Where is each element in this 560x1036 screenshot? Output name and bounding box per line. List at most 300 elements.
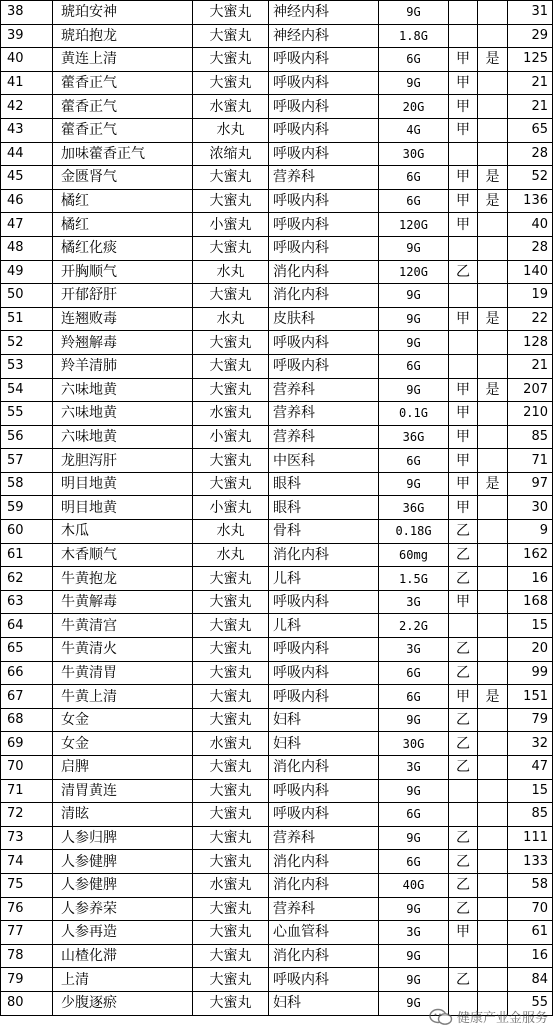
- dosage-form: 水蜜丸: [193, 732, 269, 756]
- specification: 9G: [379, 944, 449, 968]
- medicine-name: 藿香正气: [53, 118, 193, 142]
- specification: 4G: [379, 118, 449, 142]
- table-row: [1, 661, 553, 685]
- row-number: 52: [1, 331, 53, 355]
- department: 呼吸内科: [269, 661, 379, 685]
- insurance-class: [449, 331, 478, 355]
- table-row: [1, 142, 553, 166]
- row-number: 73: [1, 826, 53, 850]
- table-row: [1, 472, 553, 496]
- department: 呼吸内科: [269, 213, 379, 237]
- medicine-name: 人参健脾: [53, 850, 193, 874]
- insurance-class: [449, 614, 478, 638]
- insurance-class: 乙: [449, 661, 478, 685]
- table-row: [1, 48, 553, 72]
- dosage-form: 大蜜丸: [193, 1, 269, 25]
- essential-flag: [478, 803, 508, 827]
- table-row: [1, 378, 553, 402]
- insurance-class: 乙: [449, 543, 478, 567]
- medicine-name: 羚羊清肺: [53, 354, 193, 378]
- count-value: 85: [508, 803, 553, 827]
- insurance-class: 甲: [449, 921, 478, 945]
- table-row: [1, 331, 553, 355]
- insurance-class: [449, 284, 478, 308]
- insurance-class: 甲: [449, 378, 478, 402]
- table-row: [1, 449, 553, 473]
- count-value: 70: [508, 897, 553, 921]
- row-number: 53: [1, 354, 53, 378]
- specification: 36G: [379, 425, 449, 449]
- essential-flag: [478, 496, 508, 520]
- essential-flag: [478, 968, 508, 992]
- row-number: 54: [1, 378, 53, 402]
- dosage-form: 大蜜丸: [193, 708, 269, 732]
- table-row: [1, 236, 553, 260]
- insurance-class: 乙: [449, 968, 478, 992]
- insurance-class: 甲: [449, 48, 478, 72]
- essential-flag: [478, 873, 508, 897]
- count-value: 9: [508, 520, 553, 544]
- department: 营养科: [269, 897, 379, 921]
- count-value: 29: [508, 24, 553, 48]
- row-number: 40: [1, 48, 53, 72]
- row-number: 61: [1, 543, 53, 567]
- specification: 3G: [379, 756, 449, 780]
- department: 呼吸内科: [269, 236, 379, 260]
- table-row: [1, 520, 553, 544]
- row-number: 55: [1, 402, 53, 426]
- count-value: 15: [508, 779, 553, 803]
- department: 营养科: [269, 166, 379, 190]
- table-row: [1, 638, 553, 662]
- table-row: [1, 213, 553, 237]
- count-value: 125: [508, 48, 553, 72]
- essential-flag: [478, 284, 508, 308]
- essential-flag: [478, 567, 508, 591]
- insurance-class: [449, 779, 478, 803]
- medicine-name: 加味藿香正气: [53, 142, 193, 166]
- department: 呼吸内科: [269, 354, 379, 378]
- row-number: 38: [1, 1, 53, 25]
- medicine-name: 开郁舒肝: [53, 284, 193, 308]
- count-value: 28: [508, 142, 553, 166]
- department: 心血管科: [269, 921, 379, 945]
- wechat-icon: [429, 1008, 453, 1026]
- count-value: 79: [508, 708, 553, 732]
- dosage-form: 大蜜丸: [193, 991, 269, 1015]
- medicine-name: 牛黄清胃: [53, 661, 193, 685]
- medicine-name: 木瓜: [53, 520, 193, 544]
- dosage-form: 大蜜丸: [193, 71, 269, 95]
- department: 呼吸内科: [269, 803, 379, 827]
- specification: 40G: [379, 873, 449, 897]
- watermark-text: 健康产业金服务: [456, 1011, 548, 1026]
- medicine-name: 清眩: [53, 803, 193, 827]
- department: 呼吸内科: [269, 71, 379, 95]
- row-number: 78: [1, 944, 53, 968]
- count-value: 140: [508, 260, 553, 284]
- table-row: [1, 71, 553, 95]
- dosage-form: 水丸: [193, 520, 269, 544]
- specification: 9G: [379, 378, 449, 402]
- essential-flag: [478, 661, 508, 685]
- insurance-class: 甲: [449, 166, 478, 190]
- essential-flag: [478, 1, 508, 25]
- department: 呼吸内科: [269, 638, 379, 662]
- department: 中医科: [269, 449, 379, 473]
- row-number: 51: [1, 307, 53, 331]
- row-number: 80: [1, 991, 53, 1015]
- insurance-class: [449, 803, 478, 827]
- dosage-form: 大蜜丸: [193, 24, 269, 48]
- department: 消化内科: [269, 944, 379, 968]
- insurance-class: 乙: [449, 638, 478, 662]
- specification: 9G: [379, 307, 449, 331]
- essential-flag: [478, 24, 508, 48]
- dosage-form: 水丸: [193, 118, 269, 142]
- department: 眼科: [269, 496, 379, 520]
- department: 呼吸内科: [269, 95, 379, 119]
- essential-flag: [478, 779, 508, 803]
- row-number: 76: [1, 897, 53, 921]
- dosage-form: 大蜜丸: [193, 661, 269, 685]
- specification: 6G: [379, 803, 449, 827]
- row-number: 60: [1, 520, 53, 544]
- dosage-form: 大蜜丸: [193, 48, 269, 72]
- dosage-form: 水丸: [193, 543, 269, 567]
- department: 消化内科: [269, 260, 379, 284]
- table-row: [1, 756, 553, 780]
- specification: 9G: [379, 779, 449, 803]
- department: 呼吸内科: [269, 142, 379, 166]
- specification: 9G: [379, 968, 449, 992]
- table-row: [1, 284, 553, 308]
- department: 呼吸内科: [269, 590, 379, 614]
- essential-flag: 是: [478, 472, 508, 496]
- specification: 6G: [379, 166, 449, 190]
- row-number: 56: [1, 425, 53, 449]
- insurance-class: 乙: [449, 567, 478, 591]
- essential-flag: 是: [478, 307, 508, 331]
- specification: 6G: [379, 850, 449, 874]
- row-number: 41: [1, 71, 53, 95]
- dosage-form: 大蜜丸: [193, 449, 269, 473]
- row-number: 65: [1, 638, 53, 662]
- essential-flag: [478, 614, 508, 638]
- specification: 9G: [379, 284, 449, 308]
- specification: 9G: [379, 826, 449, 850]
- count-value: 136: [508, 189, 553, 213]
- count-value: 19: [508, 284, 553, 308]
- specification: 6G: [379, 685, 449, 709]
- medicine-name: 橘红化痰: [53, 236, 193, 260]
- dosage-form: 小蜜丸: [193, 425, 269, 449]
- specification: 9G: [379, 71, 449, 95]
- count-value: 61: [508, 921, 553, 945]
- dosage-form: 大蜜丸: [193, 567, 269, 591]
- dosage-form: 大蜜丸: [193, 850, 269, 874]
- count-value: 58: [508, 873, 553, 897]
- specification: 9G: [379, 331, 449, 355]
- medicine-name: 橘红: [53, 213, 193, 237]
- specification: 6G: [379, 189, 449, 213]
- dosage-form: 小蜜丸: [193, 213, 269, 237]
- medicine-name: 人参养荣: [53, 897, 193, 921]
- insurance-class: [449, 142, 478, 166]
- medicine-name: 清胃黄连: [53, 779, 193, 803]
- dosage-form: 水蜜丸: [193, 402, 269, 426]
- table-row: [1, 118, 553, 142]
- medicine-name: 琥珀抱龙: [53, 24, 193, 48]
- table-row: [1, 944, 553, 968]
- count-value: 133: [508, 850, 553, 874]
- department: 营养科: [269, 402, 379, 426]
- insurance-class: 甲: [449, 472, 478, 496]
- dosage-form: 大蜜丸: [193, 378, 269, 402]
- count-value: 71: [508, 449, 553, 473]
- row-number: 42: [1, 95, 53, 119]
- insurance-class: [449, 1, 478, 25]
- department: 呼吸内科: [269, 685, 379, 709]
- specification: 0.18G: [379, 520, 449, 544]
- department: 营养科: [269, 425, 379, 449]
- department: 神经内科: [269, 1, 379, 25]
- dosage-form: 大蜜丸: [193, 756, 269, 780]
- specification: 120G: [379, 260, 449, 284]
- essential-flag: 是: [478, 378, 508, 402]
- table-row: [1, 614, 553, 638]
- essential-flag: [478, 449, 508, 473]
- row-number: 75: [1, 873, 53, 897]
- count-value: 16: [508, 944, 553, 968]
- count-value: 15: [508, 614, 553, 638]
- specification: 9G: [379, 236, 449, 260]
- insurance-class: 甲: [449, 449, 478, 473]
- insurance-class: 甲: [449, 307, 478, 331]
- dosage-form: 大蜜丸: [193, 944, 269, 968]
- medicine-name: 木香顺气: [53, 543, 193, 567]
- medicine-name: 女金: [53, 732, 193, 756]
- dosage-form: 大蜜丸: [193, 614, 269, 638]
- medicine-name: 牛黄上清: [53, 685, 193, 709]
- count-value: 97: [508, 472, 553, 496]
- table-row: [1, 708, 553, 732]
- medicine-name: 人参健脾: [53, 873, 193, 897]
- medicine-name: 六味地黄: [53, 402, 193, 426]
- insurance-class: 甲: [449, 685, 478, 709]
- insurance-class: 甲: [449, 590, 478, 614]
- essential-flag: 是: [478, 166, 508, 190]
- insurance-class: 甲: [449, 402, 478, 426]
- count-value: 16: [508, 567, 553, 591]
- count-value: 21: [508, 71, 553, 95]
- table-row: [1, 873, 553, 897]
- essential-flag: [478, 95, 508, 119]
- insurance-class: [449, 354, 478, 378]
- count-value: 111: [508, 826, 553, 850]
- table-row: [1, 260, 553, 284]
- insurance-class: 乙: [449, 873, 478, 897]
- department: 呼吸内科: [269, 968, 379, 992]
- table-row: [1, 567, 553, 591]
- row-number: 44: [1, 142, 53, 166]
- specification: 9G: [379, 991, 449, 1015]
- insurance-class: [449, 24, 478, 48]
- department: 妇科: [269, 991, 379, 1015]
- count-value: 52: [508, 166, 553, 190]
- insurance-class: 甲: [449, 189, 478, 213]
- insurance-class: 甲: [449, 213, 478, 237]
- medicine-name: 金匮肾气: [53, 166, 193, 190]
- insurance-class: 甲: [449, 118, 478, 142]
- count-value: 47: [508, 756, 553, 780]
- insurance-class: 乙: [449, 732, 478, 756]
- essential-flag: [478, 732, 508, 756]
- insurance-class: [449, 236, 478, 260]
- row-number: 69: [1, 732, 53, 756]
- table-row: [1, 496, 553, 520]
- count-value: 207: [508, 378, 553, 402]
- essential-flag: [478, 756, 508, 780]
- dosage-form: 大蜜丸: [193, 826, 269, 850]
- insurance-class: [449, 944, 478, 968]
- medicine-name: 牛黄清火: [53, 638, 193, 662]
- count-value: 99: [508, 661, 553, 685]
- department: 妇科: [269, 732, 379, 756]
- count-value: 20: [508, 638, 553, 662]
- essential-flag: [478, 354, 508, 378]
- watermark: [429, 1007, 548, 1026]
- row-number: 57: [1, 449, 53, 473]
- row-number: 64: [1, 614, 53, 638]
- specification: 9G: [379, 1, 449, 25]
- essential-flag: [478, 638, 508, 662]
- department: 骨科: [269, 520, 379, 544]
- table-row: [1, 590, 553, 614]
- essential-flag: [478, 543, 508, 567]
- table-row: [1, 779, 553, 803]
- medicine-name: 人参归脾: [53, 826, 193, 850]
- count-value: 40: [508, 213, 553, 237]
- essential-flag: 是: [478, 685, 508, 709]
- count-value: 162: [508, 543, 553, 567]
- insurance-class: 乙: [449, 897, 478, 921]
- essential-flag: [478, 520, 508, 544]
- count-value: 55: [508, 991, 553, 1015]
- specification: 30G: [379, 142, 449, 166]
- table-body: [1, 1, 553, 1016]
- medicine-name: 女金: [53, 708, 193, 732]
- medicine-name: 明目地黄: [53, 496, 193, 520]
- dosage-form: 大蜜丸: [193, 472, 269, 496]
- specification: 1.8G: [379, 24, 449, 48]
- specification: 3G: [379, 921, 449, 945]
- department: 营养科: [269, 378, 379, 402]
- count-value: 151: [508, 685, 553, 709]
- table-row: [1, 968, 553, 992]
- row-number: 48: [1, 236, 53, 260]
- medicine-name: 启脾: [53, 756, 193, 780]
- essential-flag: [478, 850, 508, 874]
- insurance-class: 甲: [449, 425, 478, 449]
- medicine-name: 琥珀安神: [53, 1, 193, 25]
- table-row: [1, 897, 553, 921]
- specification: 60mg: [379, 543, 449, 567]
- table-row: [1, 732, 553, 756]
- specification: 9G: [379, 897, 449, 921]
- specification: 6G: [379, 48, 449, 72]
- department: 呼吸内科: [269, 48, 379, 72]
- row-number: 62: [1, 567, 53, 591]
- row-number: 43: [1, 118, 53, 142]
- row-number: 50: [1, 284, 53, 308]
- table-row: [1, 402, 553, 426]
- specification: 6G: [379, 661, 449, 685]
- row-number: 79: [1, 968, 53, 992]
- essential-flag: [478, 897, 508, 921]
- count-value: 32: [508, 732, 553, 756]
- essential-flag: [478, 118, 508, 142]
- essential-flag: [478, 71, 508, 95]
- specification: 6G: [379, 449, 449, 473]
- count-value: 85: [508, 425, 553, 449]
- row-number: 63: [1, 590, 53, 614]
- department: 消化内科: [269, 284, 379, 308]
- dosage-form: 大蜜丸: [193, 166, 269, 190]
- insurance-class: 乙: [449, 520, 478, 544]
- medicine-name: 开胸顺气: [53, 260, 193, 284]
- department: 呼吸内科: [269, 189, 379, 213]
- dosage-form: 水蜜丸: [193, 873, 269, 897]
- count-value: 30: [508, 496, 553, 520]
- table-row: [1, 425, 553, 449]
- row-number: 59: [1, 496, 53, 520]
- medicine-name: 上清: [53, 968, 193, 992]
- table-row: [1, 1, 553, 25]
- department: 儿科: [269, 567, 379, 591]
- specification: 1.5G: [379, 567, 449, 591]
- dosage-form: 大蜜丸: [193, 590, 269, 614]
- count-value: 21: [508, 95, 553, 119]
- essential-flag: [478, 590, 508, 614]
- table-row: [1, 166, 553, 190]
- medicine-name: 牛黄解毒: [53, 590, 193, 614]
- dosage-form: 大蜜丸: [193, 236, 269, 260]
- medicine-name: 牛黄清宫: [53, 614, 193, 638]
- row-number: 67: [1, 685, 53, 709]
- department: 消化内科: [269, 873, 379, 897]
- dosage-form: 大蜜丸: [193, 331, 269, 355]
- table-row: [1, 850, 553, 874]
- essential-flag: [478, 425, 508, 449]
- essential-flag: [478, 944, 508, 968]
- table-row: [1, 354, 553, 378]
- count-value: 28: [508, 236, 553, 260]
- dosage-form: 大蜜丸: [193, 897, 269, 921]
- department: 儿科: [269, 614, 379, 638]
- specification: 9G: [379, 708, 449, 732]
- table-row: [1, 95, 553, 119]
- insurance-class: 甲: [449, 71, 478, 95]
- medicine-name: 藿香正气: [53, 71, 193, 95]
- essential-flag: [478, 213, 508, 237]
- essential-flag: 是: [478, 48, 508, 72]
- department: 妇科: [269, 708, 379, 732]
- medicine-name: 人参再造: [53, 921, 193, 945]
- specification: 20G: [379, 95, 449, 119]
- row-number: 77: [1, 921, 53, 945]
- dosage-form: 大蜜丸: [193, 189, 269, 213]
